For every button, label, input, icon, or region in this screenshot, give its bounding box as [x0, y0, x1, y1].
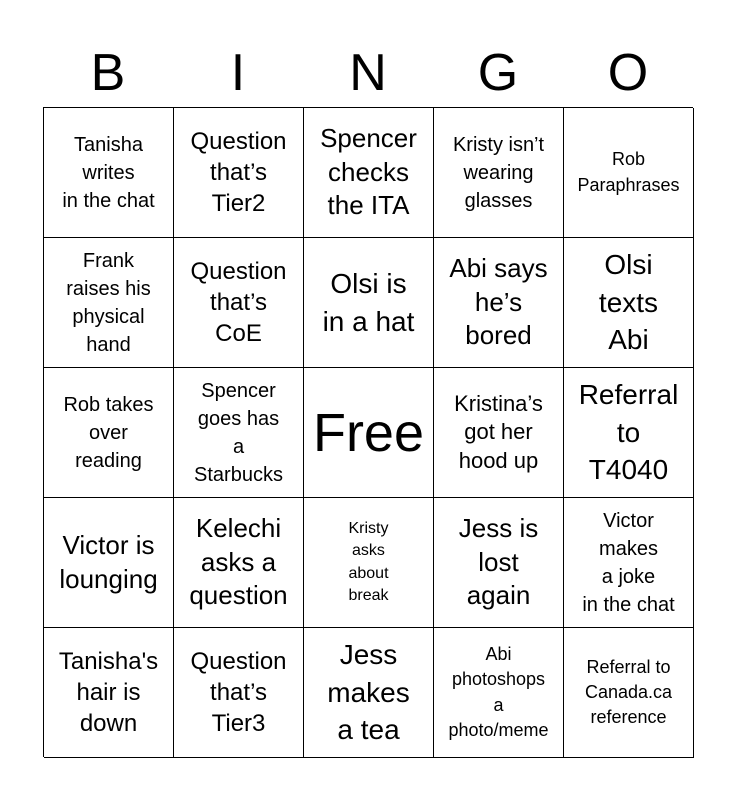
bingo-card: [43, 107, 693, 757]
bingo-cell[interactable]: Olsi texts Abi: [564, 238, 694, 368]
bingo-cell[interactable]: Kelechi asks a question: [174, 498, 304, 628]
bingo-cell[interactable]: Victor is lounging: [44, 498, 174, 628]
bingo-cell[interactable]: Jess makes a tea: [304, 628, 434, 758]
bingo-cell[interactable]: Rob Paraphrases: [564, 108, 694, 238]
bingo-cell[interactable]: Referral to Canada.ca reference: [564, 628, 694, 758]
bingo-cell[interactable]: Kristy asks about break: [304, 498, 434, 628]
bingo-header: [43, 38, 693, 108]
bingo-cell[interactable]: Question that’s Tier3: [174, 628, 304, 758]
bingo-cell[interactable]: Tanisha's hair is down: [44, 628, 174, 758]
bingo-cell[interactable]: Olsi is in a hat: [304, 238, 434, 368]
bingo-cell[interactable]: Kristy isn’t wearing glasses: [434, 108, 564, 238]
bingo-cell[interactable]: Spencer checks the ITA: [304, 108, 434, 238]
header-letter-i: I: [230, 44, 246, 102]
bingo-cell[interactable]: Referral to T4040: [564, 368, 694, 498]
header-letter-b: B: [90, 44, 126, 102]
bingo-cell[interactable]: Rob takes over reading: [44, 368, 174, 498]
bingo-cell[interactable]: Question that’s CoE: [174, 238, 304, 368]
bingo-cell[interactable]: Tanisha writes in the chat: [44, 108, 174, 238]
bingo-cell[interactable]: Jess is lost again: [434, 498, 564, 628]
bingo-cell[interactable]: Victor makes a joke in the chat: [564, 498, 694, 628]
free-space[interactable]: Free: [304, 368, 434, 498]
bingo-cell[interactable]: Kristina’s got her hood up: [434, 368, 564, 498]
bingo-cell[interactable]: Question that’s Tier2: [174, 108, 304, 238]
bingo-cell[interactable]: Spencer goes has a Starbucks: [174, 368, 304, 498]
bingo-cell[interactable]: Frank raises his physical hand: [44, 238, 174, 368]
bingo-cell[interactable]: Abi photoshops a photo/meme: [434, 628, 564, 758]
header-letter-o: O: [607, 44, 649, 102]
header-letter-n: N: [349, 44, 387, 102]
header-letter-g: G: [477, 44, 519, 102]
bingo-cell[interactable]: Abi says he’s bored: [434, 238, 564, 368]
